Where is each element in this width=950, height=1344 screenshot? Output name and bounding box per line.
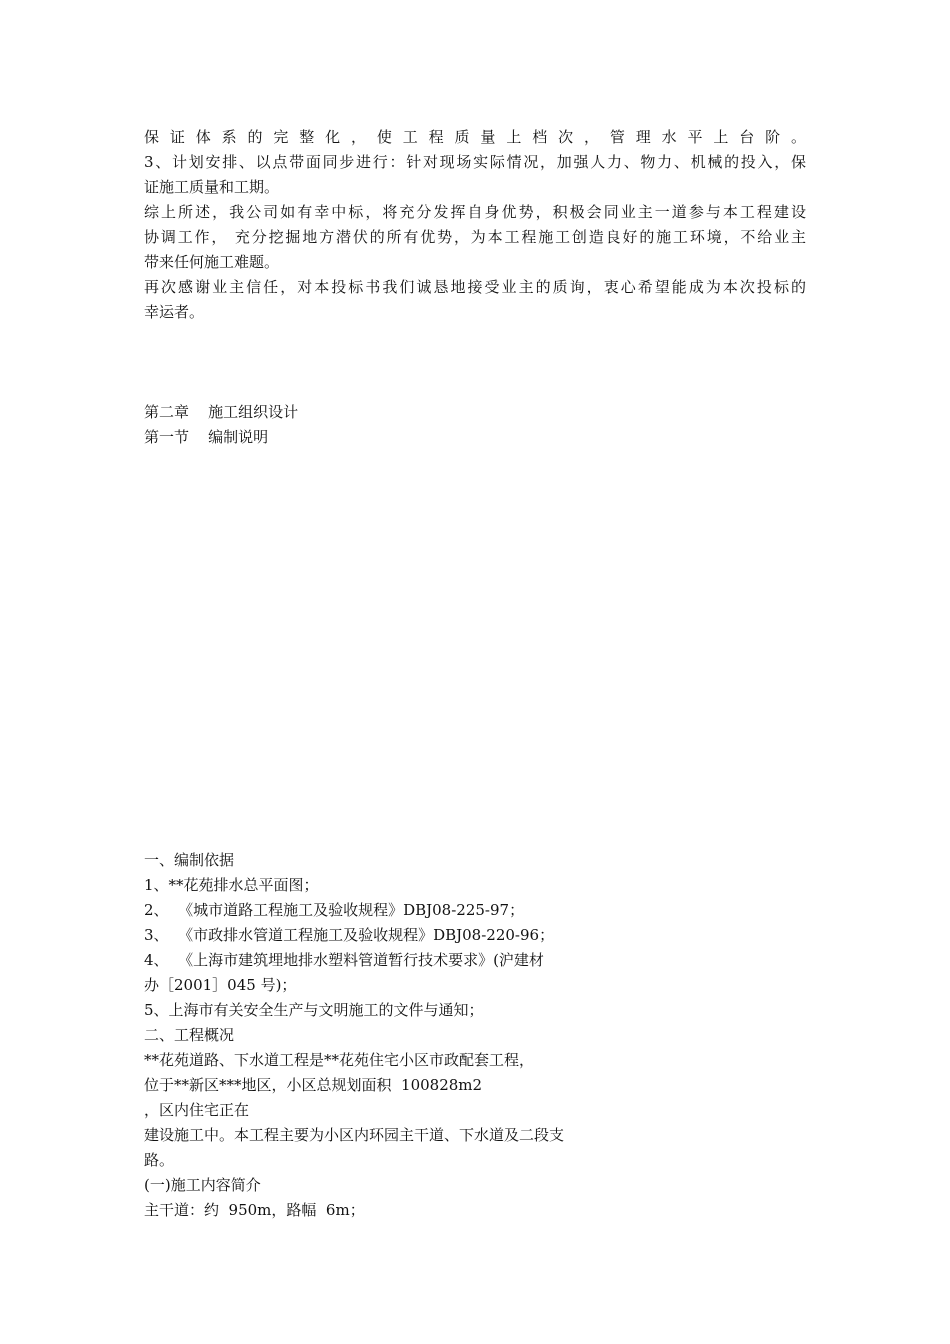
list-item: 办［2001］045 号)；: [144, 976, 297, 994]
text-line: 综上所述，我公司如有幸中标，将充分发挥自身优势，积极会同业主一道参与本工程建设: [144, 203, 806, 221]
list-item: 4、 《上海市建筑埋地排水塑料管道暂行技术要求》(沪建材: [144, 951, 544, 969]
text-line: 建设施工中。本工程主要为小区内环园主干道、下水道及二段支: [144, 1126, 565, 1144]
list-item: 5、上海市有关安全生产与文明施工的文件与通知；: [144, 1001, 484, 1019]
chapter-heading: 第二章 施工组织设计: [144, 403, 299, 421]
subsection-heading: (一)施工内容简介: [144, 1176, 261, 1194]
list-item: 1、**花苑排水总平面图；: [144, 876, 319, 894]
subsection-heading: 一、编制依据: [144, 851, 235, 869]
list-item: 2、 《城市道路工程施工及验收规程》DBJ08-225-97；: [144, 901, 525, 919]
text-line: 主干道：约 950m，路幅 6m；: [144, 1201, 365, 1219]
text-line: 路。: [144, 1151, 175, 1169]
text-line: 再次感谢业主信任，对本投标书我们诚恳地接受业主的质询，衷心希望能成为本次投标的: [144, 278, 806, 296]
text-line: 位于**新区***地区，小区总规划面积 100828m2: [144, 1076, 483, 1094]
text-line: 带来任何施工难题。: [144, 253, 280, 271]
text-line: 保证体系的完整化，使工程质量上档次，管理水平上台阶。: [144, 128, 806, 146]
text-line: 证施工质量和工期。: [144, 178, 280, 196]
subsection-heading: 二、工程概况: [144, 1026, 235, 1044]
text-line: **花苑道路、下水道工程是**花苑住宅小区市政配套工程，: [144, 1051, 535, 1069]
text-line: ，区内住宅正在: [144, 1101, 250, 1119]
list-item: 3、 《市政排水管道工程施工及验收规程》DBJ08-220-96；: [144, 926, 555, 944]
text-line: 3、计划安排、以点带面同步进行：针对现场实际情况，加强人力、物力、机械的投入，保: [144, 153, 806, 171]
text-line: 协调工作， 充分挖掘地方潜伏的所有优势，为本工程施工创造良好的施工环境，不给业主: [144, 228, 806, 246]
text-line: 幸运者。: [144, 303, 205, 321]
section-heading: 第一节 编制说明: [144, 428, 269, 446]
